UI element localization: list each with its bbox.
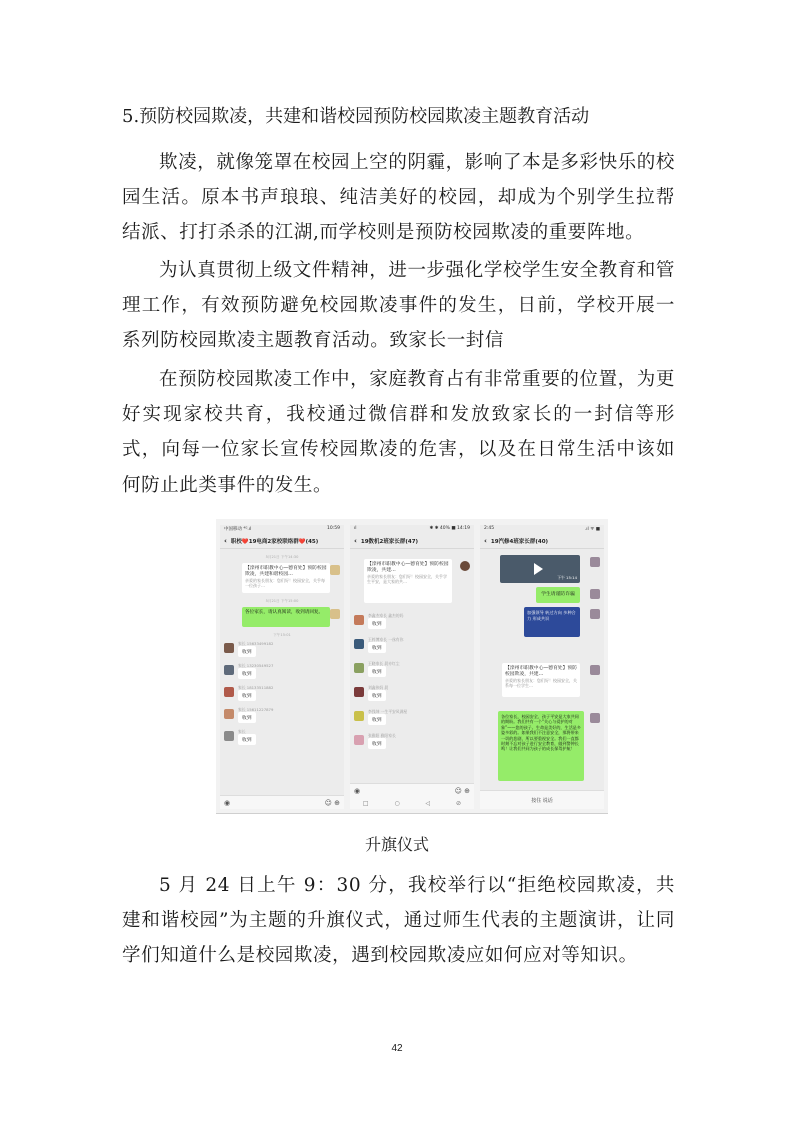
avatar: [224, 709, 234, 719]
notice-bubble: 各位家长，校园安全、孩子平安是大家共同的期盼。我们共有一个“关心与爱护的对象”——您的孩子。生命是美好的，生活是多姿多彩的。如果我们不注意安全，那将带来一切的悲剧，所以要重视安全。我们一直都时刻不忘对孩子进行安全教育，做到警钟长鸣！让我们共同为孩子的成长保驾护航！: [498, 711, 584, 781]
article-summary: 亲爱的家长朋友：您们好！校园安全，关乎学生平安，是大家的共…: [367, 574, 447, 584]
sender-name: 家长 13230549527: [238, 663, 274, 668]
avatar: [590, 589, 600, 599]
promo-image: 加强领导 转过方向 多种合力 形成共识: [524, 607, 580, 637]
play-icon: [534, 563, 543, 575]
wechat-screenshots-figure: [216, 519, 608, 814]
chat-header: [220, 534, 344, 549]
phone-screenshot-2: [350, 525, 474, 809]
avatar: [590, 557, 600, 567]
timestamp: 下午15:01: [273, 633, 291, 637]
avatar: [224, 643, 234, 653]
reply-bubble: 收到: [238, 712, 256, 723]
reply-bubble: 收到: [368, 642, 386, 653]
reply-bubble: 收到: [238, 690, 256, 701]
timestamp: 5月21日 下午14:30: [265, 555, 299, 559]
back-icon: ‹: [484, 537, 487, 545]
status-time: 2:45: [484, 526, 495, 531]
video-time: 下午 15:14: [557, 575, 577, 580]
reply-row: [354, 661, 470, 681]
sender-name: 刘鑫伟妈 晨: [368, 685, 389, 690]
phone-screenshot-3: [480, 525, 604, 809]
back-icon: ‹: [224, 537, 227, 545]
figure-caption: 升旗仪式: [364, 835, 429, 854]
avatar: [354, 687, 364, 697]
avatar: [354, 639, 364, 649]
reply-row: [354, 637, 470, 657]
sender-name: 李钱坤 一生平安风满屋: [368, 709, 408, 714]
link-title-bubble: 学生请谨防诈骗: [536, 587, 580, 603]
article-summary: 亲爱的家长朋友：您们好！校园安全，关乎每一位孩子…: [245, 578, 325, 588]
screenshot-icon[interactable]: ⊘: [456, 799, 462, 807]
avatar: [354, 615, 364, 625]
section-heading: 5.预防校园欺凌，共建和谐校园预防校园欺凌主题教育活动: [122, 106, 590, 127]
page-number: 42: [391, 1043, 403, 1054]
avatar: [354, 711, 364, 721]
paragraph-flag-ceremony: 5 月 24 日上午 9：30 分，我校举行以“拒绝校园欺凌，共建和谐校园”为主题的升旗仪式，通过师生代表的主题演讲，让同学们知道什么是校园欺凌，遇到校园欺凌应如何应对等知识。: [122, 875, 675, 967]
avatar: [354, 663, 364, 673]
reply-row: [224, 685, 340, 705]
android-nav-bar: [350, 797, 474, 809]
sender-name: 李鑫杰家长 鑫杰的妈: [368, 613, 404, 618]
emoji-plus-icons[interactable]: ☺ ⊕: [324, 798, 340, 807]
status-time: ✱ ✱ 40% ■ 14:19: [429, 526, 470, 531]
chat-input-bar: [220, 795, 344, 809]
hold-to-talk-button[interactable]: 按住 说话: [480, 790, 604, 809]
menu-icon[interactable]: □: [362, 799, 369, 807]
reply-bubble: 收到: [368, 618, 386, 629]
chat-input-bar: [350, 783, 474, 797]
avatar: [460, 561, 470, 571]
article-card: [502, 663, 580, 697]
article-title: 【滦州市职教中心—德育处】预防校园欺凌，共建和谐校园…: [245, 566, 327, 577]
article-title: 【滦州市职教中心—德育处】预防校园欺凌，共建…: [505, 666, 577, 677]
status-bar: [350, 525, 474, 534]
reply-row: [224, 729, 340, 749]
status-bar: [220, 525, 344, 534]
chat-title: 职校❤️19电商2家校联络群❤️(45): [230, 539, 319, 545]
reply-row: [354, 709, 470, 729]
reply-bubble: 收到: [238, 734, 256, 745]
chat-header: [480, 534, 604, 549]
sender-name: 家长: [238, 729, 246, 734]
status-icons: .ıl ᯤ ■: [584, 527, 600, 532]
paragraph-home-school: 在预防校园欺凌工作中，家庭教育占有非常重要的位置，为更好实现家校共育，我校通过微信群和发放致家长的一封信等形式，向每一位家长宣传校园欺凌的危害，以及在日常生活中该如何防止此类事件的发生。: [122, 369, 675, 496]
avatar: [590, 665, 600, 675]
chat-title: 19数机2班家长群(47): [360, 539, 419, 545]
avatar: [330, 565, 340, 575]
reply-row: [354, 733, 470, 753]
reply-row: [354, 613, 470, 633]
status-signal: ıl: [354, 526, 357, 531]
avatar: [354, 735, 364, 745]
avatar: [590, 609, 600, 619]
paragraph-bullying-intro: 欺凌，就像笼罩在校园上空的阴霾，影响了本是多彩快乐的校园生活。原本书声琅琅、纯洁美好的校园，却成为个别学生拉帮结派、打打杀杀的江湖,而学校则是预防校园欺凌的重要阵地。: [122, 152, 675, 244]
avatar: [330, 609, 340, 619]
reply-bubble: 收到: [238, 646, 256, 657]
sender-name: 家长 15633499182: [238, 641, 274, 646]
back-icon: ‹: [354, 537, 357, 545]
sender-name: 王梓博家长 一丝有你: [368, 637, 404, 642]
reply-bubble: 收到: [368, 738, 386, 749]
article-card: [364, 559, 452, 603]
chat-header: [350, 534, 474, 549]
reply-bubble: 收到: [368, 690, 386, 701]
reply-bubble: 收到: [368, 666, 386, 677]
avatar: [224, 731, 234, 741]
home-icon[interactable]: ○: [394, 799, 400, 807]
reply-row: [224, 663, 340, 683]
reply-bubble: 收到: [238, 668, 256, 679]
sender-name: 家长 18133511882: [238, 685, 274, 690]
status-bar: [480, 525, 604, 534]
status-time: 10:59: [327, 526, 340, 531]
reply-row: [224, 707, 340, 727]
avatar: [224, 687, 234, 697]
emoji-plus-icons[interactable]: ☺ ⊕: [454, 786, 470, 795]
status-carrier: 中国移动 ⁴ᴳ.ıl: [224, 527, 252, 532]
back-nav-icon[interactable]: ◁: [425, 799, 431, 807]
reply-row: [224, 641, 340, 661]
video-message[interactable]: [500, 555, 580, 583]
article-card: [242, 563, 330, 593]
phone-screenshot-1: [220, 525, 344, 809]
sender-name: 王晓家长 晨亦红尘: [368, 661, 400, 666]
article-summary: 亲爱的家长朋友：您们好！校园安全，关系每一位学生…: [505, 678, 577, 688]
voice-icon[interactable]: ◉: [354, 786, 361, 795]
notice-bubble: 各位家长，请认真阅读，收到请回复。: [242, 607, 330, 627]
article-title: 【滦州市职教中心—德育处】预防校园欺凌，共建…: [367, 562, 449, 573]
reply-bubble: 收到: [368, 714, 386, 725]
voice-icon[interactable]: ◉: [224, 798, 231, 807]
reply-row: [354, 685, 470, 705]
avatar: [224, 665, 234, 675]
paragraph-education-activity: 为认真贯彻上级文件精神，进一步强化学校学生安全教育和管理工作，有效预防避免校园欺凌事件的发生，日前，学校开展一系列防校园欺凌主题教育活动。致家长一封信: [122, 260, 675, 352]
sender-name: 家长 15611227879: [238, 707, 274, 712]
avatar: [590, 713, 600, 723]
timestamp: 5月21日 下午15:00: [265, 599, 299, 603]
sender-name: 张雅阳 雅阳家长: [368, 733, 396, 738]
chat-title: 19汽修4班家长群(40): [490, 539, 549, 545]
